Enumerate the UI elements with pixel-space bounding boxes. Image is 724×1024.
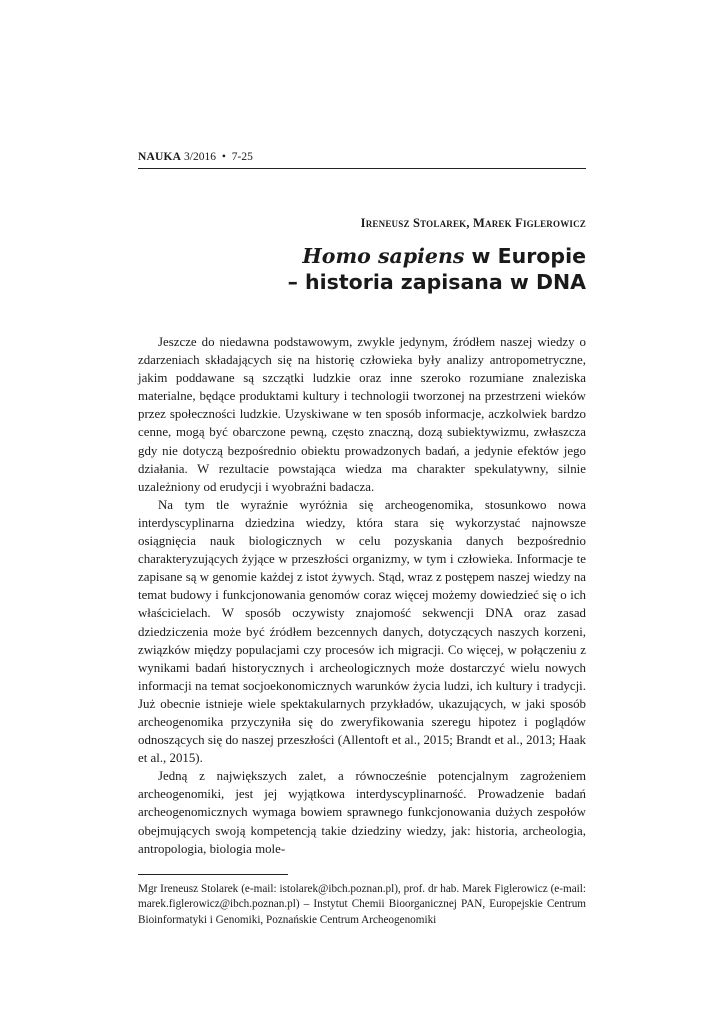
journal-name: NAUKA bbox=[138, 151, 182, 163]
title-line-1-rest: w Europie bbox=[464, 244, 586, 268]
page-range: 7-25 bbox=[231, 151, 253, 163]
footnote-divider bbox=[138, 874, 288, 875]
article-title bbox=[138, 243, 586, 295]
article-body bbox=[138, 333, 586, 858]
author-footnote: Mgr Ireneusz Stolarek (e-mail: istolarek@ibch.poznan.pl), prof. dr hab. Marek Figlerowicz (e-mail: marek.figlerowicz@ibch.poznan.pl) – Instytut Chemii Bioorganicznej PAN, Europejskie Centrum Bioinformatyki i Genomiki, Poznańskie Centrum Archeogenomiki bbox=[138, 882, 586, 926]
separator-bullet: • bbox=[221, 151, 226, 163]
article-authors: Ireneusz Stolarek, Marek Figlerowicz bbox=[360, 216, 586, 230]
body-paragraph: Jeszcze do niedawna podstawowym, zwykle jedynym, źródłem naszej wiedzy o zdarzeniach składających się na historię człowieka były analizy antropometryczne, jakim poddawane są szczątki ludzkie oraz inne szeroko rozumiane znaleziska materialne, będące produktami kultury i technologii tworzonej na przestrzeni wieków przez społeczności ludzkie. Uzyskiwane w ten sposób informacje, aczkolwiek bardzo cenne, mogą być obarczone pewną, często znaczną, dozą subiektywizmu, zwłaszcza gdy nie dotyczą bezpośrednio obiektu prowadzonych badań, a jedynie efektów jego działania. W rezultacie powstająca wiedza ma charakter spekulatywny, silnie uzależniony od erudycji i wyobraźni badacza. bbox=[138, 335, 586, 494]
running-head bbox=[138, 150, 586, 169]
issue-number: 3/2016 bbox=[184, 151, 216, 163]
title-line-2: – historia zapisana w DNA bbox=[287, 270, 586, 294]
title-italic-part: Homo sapiens bbox=[302, 244, 465, 268]
title-line-1 bbox=[138, 243, 586, 269]
article-page bbox=[138, 150, 586, 929]
body-paragraph: Na tym tle wyraźnie wyróżnia się archeogenomika, stosunkowo nowa interdyscyplinarna dziedzina wiedzy, która stara się wykorzystać najnowsze osiągnięcia nauk biologicznych w celu pozyskania danych bezpośrednio charakteryzujących żyjące w przeszłości organizmy, w tym i człowieka. Informacje te zapisane są w genomie każdej z istot żywych. Stąd, wraz z postępem naszej wiedzy na temat budowy i funkcjonowania genomów coraz więcej możemy dowiedzieć się o ich właścicielach. W sposób oczywisty znajomość sekwencji DNA oraz zasad dziedziczenia może być źródłem bezcennych danych, dotyczących naszych korzeni, związków między populacjami czy procesów ich migracji. Co więcej, w połączeniu z wynikami badań historycznych i archeologicznych może dostarczyć wielu nowych informacji na temat socjoekonomicznych warunków życia ludzi, ich kultury i tradycji. Już obecnie istnieje wiele spektakularnych przykładów, ukazujących, w jaki sposób archeogenomika przyczyniła się do zweryfikowania szeregu hipotez i poglądów odnoszących się do naszej przeszłości (Allentoft et al., 2015; Brandt et al., 2013; Haak et al., 2015). bbox=[138, 497, 586, 766]
body-paragraph: Jedną z największych zalet, a równocześnie potencjalnym zagrożeniem archeogenomiki, jest jej wyjątkowa interdyscyplinarność. Prowadzenie badań archeogenomicznych wymaga bowiem sprawnego funkcjonowania dużych zespołów obejmujących swoją kompetencją takie dziedziny wiedzy, jak: historia, archeologia, antropologia, biologia mole- bbox=[138, 769, 586, 856]
